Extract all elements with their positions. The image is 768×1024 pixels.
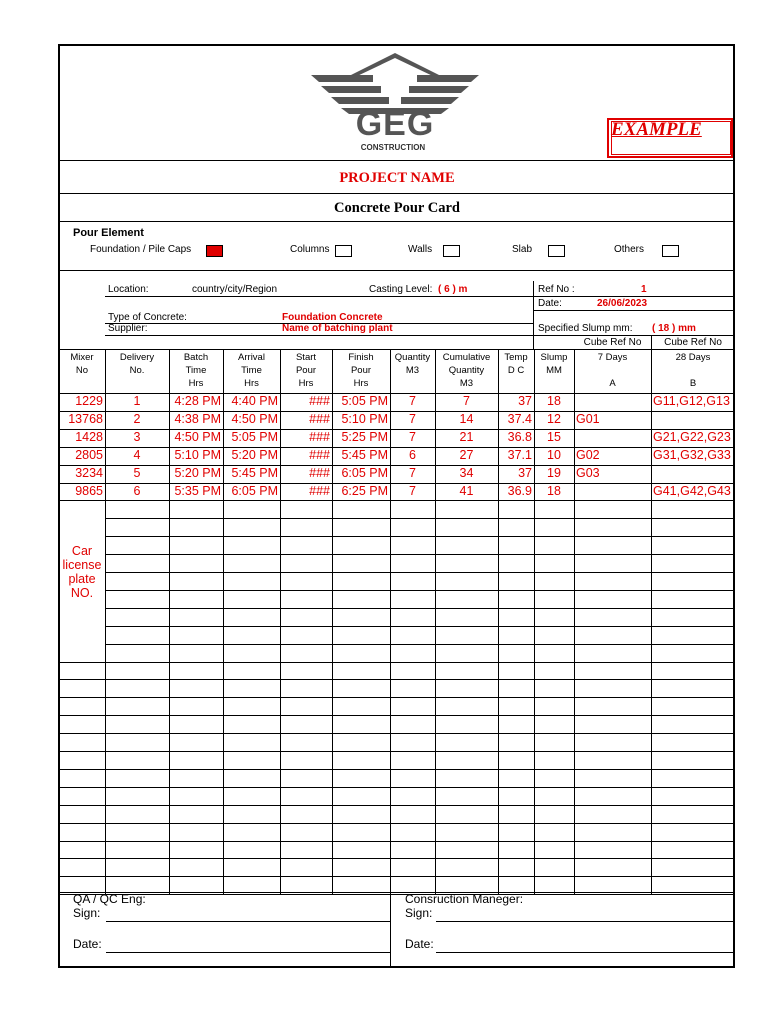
- column-header: 7 Days: [597, 352, 628, 363]
- table-cell: 37: [518, 394, 532, 408]
- table-cell: 5:10 PM: [174, 447, 221, 462]
- column-header: Delivery: [119, 352, 155, 363]
- slump-value: ( 18 ) mm: [652, 323, 696, 334]
- column-header: Quantity: [448, 365, 485, 376]
- checkbox-slab[interactable]: [548, 245, 565, 257]
- table-cell: 3234: [75, 465, 103, 480]
- example-stamp-text: EXAMPLE: [611, 119, 702, 140]
- table-cell: 3: [133, 429, 141, 444]
- column-header: Time: [241, 365, 262, 376]
- supplier-label: Supplier:: [108, 323, 148, 334]
- table-cell: 4: [133, 447, 141, 462]
- table-cell: G11,G12,G13: [653, 394, 730, 408]
- option-walls-label: Walls: [408, 244, 433, 255]
- date-label: Date:: [538, 298, 562, 309]
- cm-sign-label: Sign:: [405, 906, 433, 920]
- date-value: 26/06/2023: [597, 298, 648, 309]
- table-cell: 19: [547, 465, 561, 480]
- location-label: Location:: [108, 284, 149, 295]
- checkbox-foundation[interactable]: [206, 245, 223, 257]
- column-header: Quantity: [394, 352, 431, 363]
- option-others-label: Others: [614, 244, 645, 255]
- table-cell: 1: [133, 394, 141, 408]
- column-header: Batch: [183, 352, 209, 363]
- table-cell: 7: [463, 394, 470, 408]
- table-cell: G01: [576, 411, 600, 426]
- column-header: Start: [295, 352, 317, 363]
- qa-title: QA / QC Eng:: [73, 892, 146, 906]
- table-cell: 5:35 PM: [174, 483, 221, 498]
- table-cell: 2: [133, 411, 141, 426]
- column-header: Pour: [350, 365, 372, 376]
- car-license-note: Car: [71, 544, 93, 558]
- table-cell: ###: [309, 483, 330, 498]
- table-cell: G41,G42,G43: [653, 483, 731, 498]
- table-cell: ###: [309, 429, 330, 444]
- type-value: Foundation Concrete: [282, 312, 383, 323]
- table-cell: 6: [409, 447, 416, 462]
- column-header: Finish: [348, 352, 374, 363]
- table-cell: 15: [547, 429, 561, 444]
- table-cell: 21: [459, 429, 474, 444]
- checkbox-walls[interactable]: [443, 245, 460, 257]
- table-cell: 7: [409, 465, 416, 480]
- qa-date-label: Date:: [73, 937, 102, 951]
- column-header: Hrs: [353, 378, 369, 389]
- option-foundation-label: Foundation / Pile Caps: [90, 244, 192, 255]
- project-name: PROJECT NAME: [339, 170, 455, 186]
- table-cell: 5:05 PM: [231, 429, 278, 444]
- column-header: B: [689, 378, 697, 389]
- column-header: Arrival: [238, 352, 265, 363]
- table-cell: 27: [459, 447, 474, 462]
- table-cell: 5:45 PM: [341, 447, 388, 462]
- car-license-note: NO.: [70, 586, 94, 600]
- table-cell: 4:50 PM: [174, 429, 221, 444]
- column-header: No: [75, 365, 89, 376]
- cube-ref-2: Cube Ref No: [664, 337, 722, 348]
- table-cell: ###: [309, 411, 330, 426]
- table-cell: 5:20 PM: [231, 447, 278, 462]
- table-cell: 34: [459, 465, 474, 480]
- table-cell: 7: [409, 483, 416, 498]
- table-cell: 5: [133, 465, 141, 480]
- car-license-note: license: [62, 558, 102, 572]
- table-cell: 13768: [68, 411, 103, 426]
- column-header: Slump: [540, 352, 568, 363]
- table-cell: 7: [409, 429, 416, 444]
- table-cell: 36.9: [507, 483, 532, 498]
- table-cell: ###: [309, 394, 330, 408]
- table-cell: 5:10 PM: [341, 411, 388, 426]
- column-header: Time: [185, 365, 207, 376]
- qa-sign-label: Sign:: [73, 906, 101, 920]
- option-columns-label: Columns: [290, 244, 330, 255]
- checkbox-columns[interactable]: [335, 245, 352, 257]
- ref-no-value: 1: [641, 284, 647, 295]
- checkbox-others[interactable]: [662, 245, 679, 257]
- table-cell: 1229: [75, 394, 103, 408]
- casting-level-value: ( 6 ) m: [438, 284, 468, 295]
- logo-subtext: CONSTRUCTION: [360, 143, 426, 152]
- location-value: country/city/Region: [192, 284, 278, 295]
- column-header: M3: [459, 378, 474, 389]
- table-cell: G03: [576, 465, 600, 480]
- logo-text: GEG: [355, 105, 435, 143]
- column-header: Pour: [295, 365, 317, 376]
- column-header: A: [609, 378, 616, 389]
- table-cell: 4:38 PM: [174, 411, 221, 426]
- table-cell: 9865: [75, 483, 103, 498]
- cm-title: Consruction Maneger:: [405, 892, 524, 906]
- column-header: Temp: [504, 352, 528, 363]
- table-cell: 5:45 PM: [231, 465, 278, 480]
- pour-element-title: Pour Element: [73, 227, 144, 239]
- table-cell: 18: [547, 394, 561, 408]
- table-cell: ###: [309, 465, 330, 480]
- cm-date-label: Date:: [405, 937, 434, 951]
- column-header: Mixer: [70, 352, 94, 363]
- supplier-value: Name of batching plant: [282, 323, 393, 334]
- option-slab-label: Slab: [512, 244, 533, 255]
- column-header: Hrs: [244, 378, 259, 389]
- column-header: No.: [129, 365, 145, 376]
- table-cell: 5:20 PM: [174, 465, 221, 480]
- table-cell: 7: [409, 411, 416, 426]
- table-cell: 4:28 PM: [174, 394, 221, 408]
- table-cell: ###: [309, 447, 330, 462]
- casting-level-label: Casting Level:: [369, 284, 433, 295]
- table-cell: 37.1: [507, 447, 532, 462]
- cube-ref-1: Cube Ref No: [583, 337, 642, 348]
- card-title: Concrete Pour Card: [334, 200, 460, 216]
- table-cell: 2805: [75, 447, 103, 462]
- table-cell: 10: [547, 447, 561, 462]
- column-header: M3: [405, 365, 420, 376]
- table-cell: 5:25 PM: [341, 429, 388, 444]
- table-cell: 1428: [75, 429, 103, 444]
- table-cell: 5:05 PM: [341, 394, 388, 408]
- column-header: 28 Days: [675, 352, 711, 363]
- ref-no-label: Ref No :: [538, 284, 575, 295]
- table-cell: 14: [459, 411, 474, 426]
- table-cell: 6: [133, 483, 141, 498]
- table-cell: 4:40 PM: [231, 394, 278, 408]
- table-cell: 7: [409, 394, 416, 408]
- table-cell: 6:25 PM: [341, 483, 388, 498]
- table-cell: 37.4: [507, 411, 532, 426]
- column-header: D C: [507, 365, 525, 376]
- table-cell: G21,G22,G23: [653, 429, 731, 444]
- column-header: MM: [546, 365, 562, 376]
- table-cell: G31,G32,G33: [653, 447, 731, 462]
- table-cell: 6:05 PM: [341, 465, 388, 480]
- table-cell: 4:50 PM: [231, 411, 278, 426]
- car-license-note: plate: [68, 572, 96, 586]
- slump-label: Specified Slump mm:: [538, 323, 633, 334]
- table-cell: 36.8: [507, 429, 532, 444]
- table-cell: 18: [547, 483, 561, 498]
- column-header: Cumulative: [442, 352, 491, 363]
- type-label: Type of Concrete:: [108, 312, 187, 323]
- table-cell: 12: [547, 411, 561, 426]
- table-cell: G02: [576, 447, 600, 462]
- column-header: Hrs: [188, 378, 204, 389]
- table-cell: 41: [459, 483, 474, 498]
- table-cell: 37: [518, 465, 532, 480]
- table-cell: 6:05 PM: [231, 483, 278, 498]
- column-header: Hrs: [298, 378, 314, 389]
